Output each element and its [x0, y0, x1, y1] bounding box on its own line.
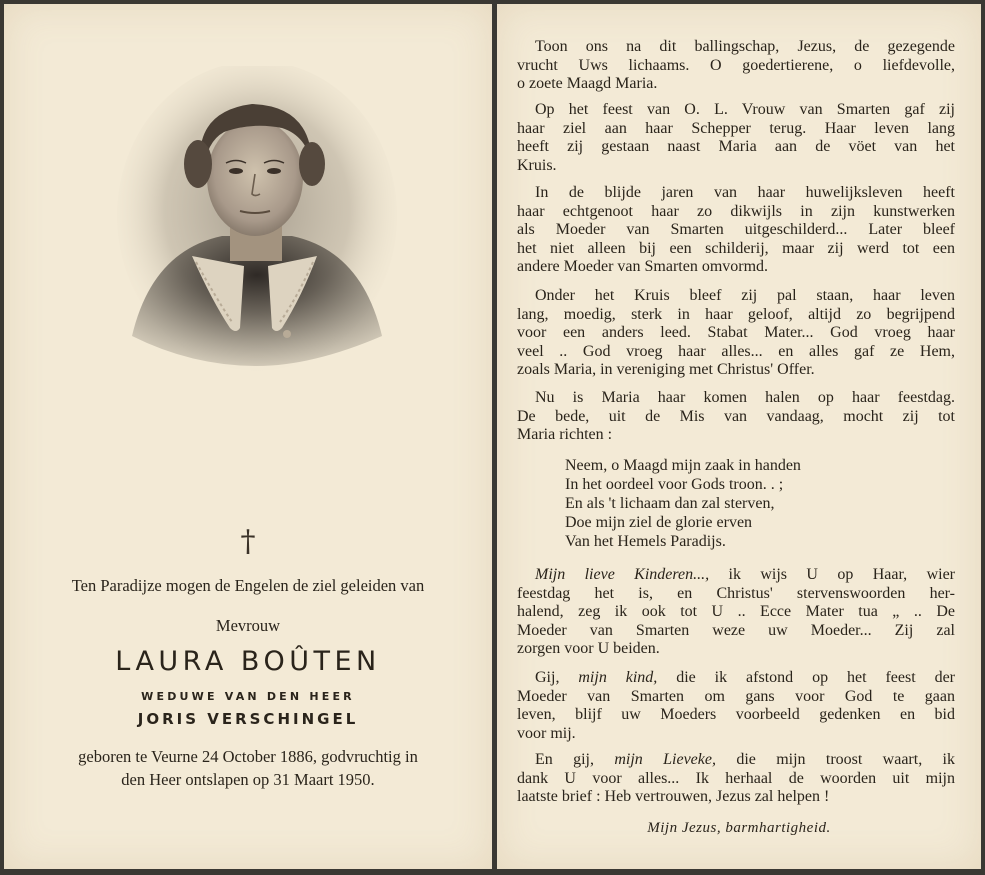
text-line: voor een anders leed. Stabat Mater... God vroeg haar	[517, 324, 955, 342]
text-line: Op het feest van O. L. Vrouw van Smarten gaf zij	[535, 101, 955, 118]
marriage-paragraph	[517, 184, 955, 277]
text-line: Onder het Kruis bleef zij pal staan, haar leven	[535, 287, 955, 304]
text-line: zorgen voor U beiden.	[517, 640, 660, 658]
child-paragraph	[517, 669, 955, 743]
children-paragraph	[517, 566, 955, 659]
text-line: vrucht Uws lichaams. O goedertierene, o liefdevolle,	[517, 56, 955, 74]
italic-phrase: mijn Lieveke,	[614, 751, 716, 768]
text-line: feestdag het is, en Christus' stervenswoorden her-	[517, 584, 955, 602]
text-line: Kruis.	[517, 156, 557, 174]
italic-phrase: Mijn lieve Kinderen...,	[535, 566, 710, 583]
poem-line: In het oordeel voor Gods troon. . ;	[565, 476, 784, 493]
poem-line: Van het Hemels Paradijs.	[565, 533, 726, 550]
birth-death-line-1: geboren te Veurne 24 October 1886, godvruchtig in	[78, 747, 418, 766]
text-line: dank U voor alles... Ik herhaal de woorden uit mijn	[517, 769, 955, 787]
text-line: zoals Maria, in vereniging met Christus' Offer.	[517, 361, 815, 379]
text-line: In de blijde jaren van haar huwelijksleven heeft	[535, 184, 955, 201]
cross-paragraph	[517, 287, 955, 380]
text-line: halend, zeg ik ook tot U .. Ecce Mater tua „ .. De	[517, 603, 955, 621]
widow-line: WEDUWE VAN DEN HEER	[141, 690, 355, 703]
text-line: het niet alleen bij een schilderij, maar zij werd tot een	[517, 239, 955, 257]
text-line: lang, moedig, sterk in haar geloof, altijd zo begrijpend	[517, 305, 955, 323]
memorial-card-back	[497, 4, 981, 869]
text-line: als Moeder van Smarten uitgeschilderd... Later bleef	[517, 221, 955, 239]
text-line: De bede, uit de Mis van vandaag, mocht zij tot	[517, 407, 955, 425]
prayer-paragraph	[517, 38, 955, 94]
text-line: haar echtgenoot haar zo dikwijls in zijn kunstwerken	[517, 202, 955, 220]
text-fragment: Gij,	[535, 669, 579, 686]
birth-death-line-2: den Heer ontslapen op 31 Maart 1950.	[121, 770, 375, 789]
text-fragment: die mijn troost waart, ik	[715, 751, 955, 768]
text-line: o zoete Maagd Maria.	[517, 75, 658, 93]
poem-line: Neem, o Maagd mijn zaak in handen	[565, 457, 801, 474]
text-line: heeft zij gestaan naast Maria aan de vöet van het	[517, 138, 955, 156]
italic-phrase: mijn kind,	[578, 669, 658, 686]
intro-text: Ten Paradijze mogen de Engelen de ziel geleiden van	[71, 576, 425, 595]
text-line: leven, blijf uw Moeders voorbeeld gedenken en bid	[517, 706, 955, 724]
text-line: Toon ons na dit ballingschap, Jezus, de gezegende	[535, 38, 955, 55]
text-line: Maria richten :	[517, 426, 613, 444]
portrait-photo	[112, 66, 402, 376]
text-line: voor mij.	[517, 724, 576, 742]
poem-line: En als 't lichaam dan zal sterven,	[565, 495, 775, 512]
lieveke-paragraph	[517, 751, 955, 807]
feastday-paragraph	[517, 389, 955, 445]
text-line: Moeder van Smarten weze uw Moeder... Zij zal	[517, 621, 955, 639]
husband-name: JORIS VERSCHINGEL	[137, 710, 359, 728]
text-line: andere Moeder van Smarten omvormd.	[517, 258, 769, 276]
text-line	[517, 566, 955, 585]
text-line: veel .. God vroeg haar alles... en alles gaf ze Hem,	[517, 342, 955, 360]
poem-line: Doe mijn ziel de glorie erven	[565, 514, 753, 531]
poem	[565, 456, 925, 551]
text-fragment: die ik afstond op het feest der	[657, 669, 955, 686]
title-text: Mevrouw	[215, 616, 281, 635]
signoff-prayer: Mijn Jezus, barmhartigheid.	[647, 820, 831, 836]
text-fragment: En gij,	[535, 751, 615, 768]
text-line	[517, 669, 955, 688]
cross-icon: †	[240, 524, 256, 559]
text-line: laatste brief : Heb vertrouwen, Jezus zal helpen !	[517, 788, 830, 806]
text-fragment: ik wijs U op Haar, wier	[709, 566, 955, 583]
death-paragraph	[517, 101, 955, 175]
memorial-card-front	[4, 4, 492, 869]
text-line: Nu is Maria haar komen halen op haar feestdag.	[535, 389, 955, 406]
text-line	[517, 751, 955, 770]
deceased-name: LAURA BOÛTEN	[115, 646, 381, 677]
text-line: Moeder van Smarten om gans voor God te gaan	[517, 687, 955, 705]
text-line: haar ziel aan haar Schepper terug. Haar leven lang	[517, 119, 955, 137]
